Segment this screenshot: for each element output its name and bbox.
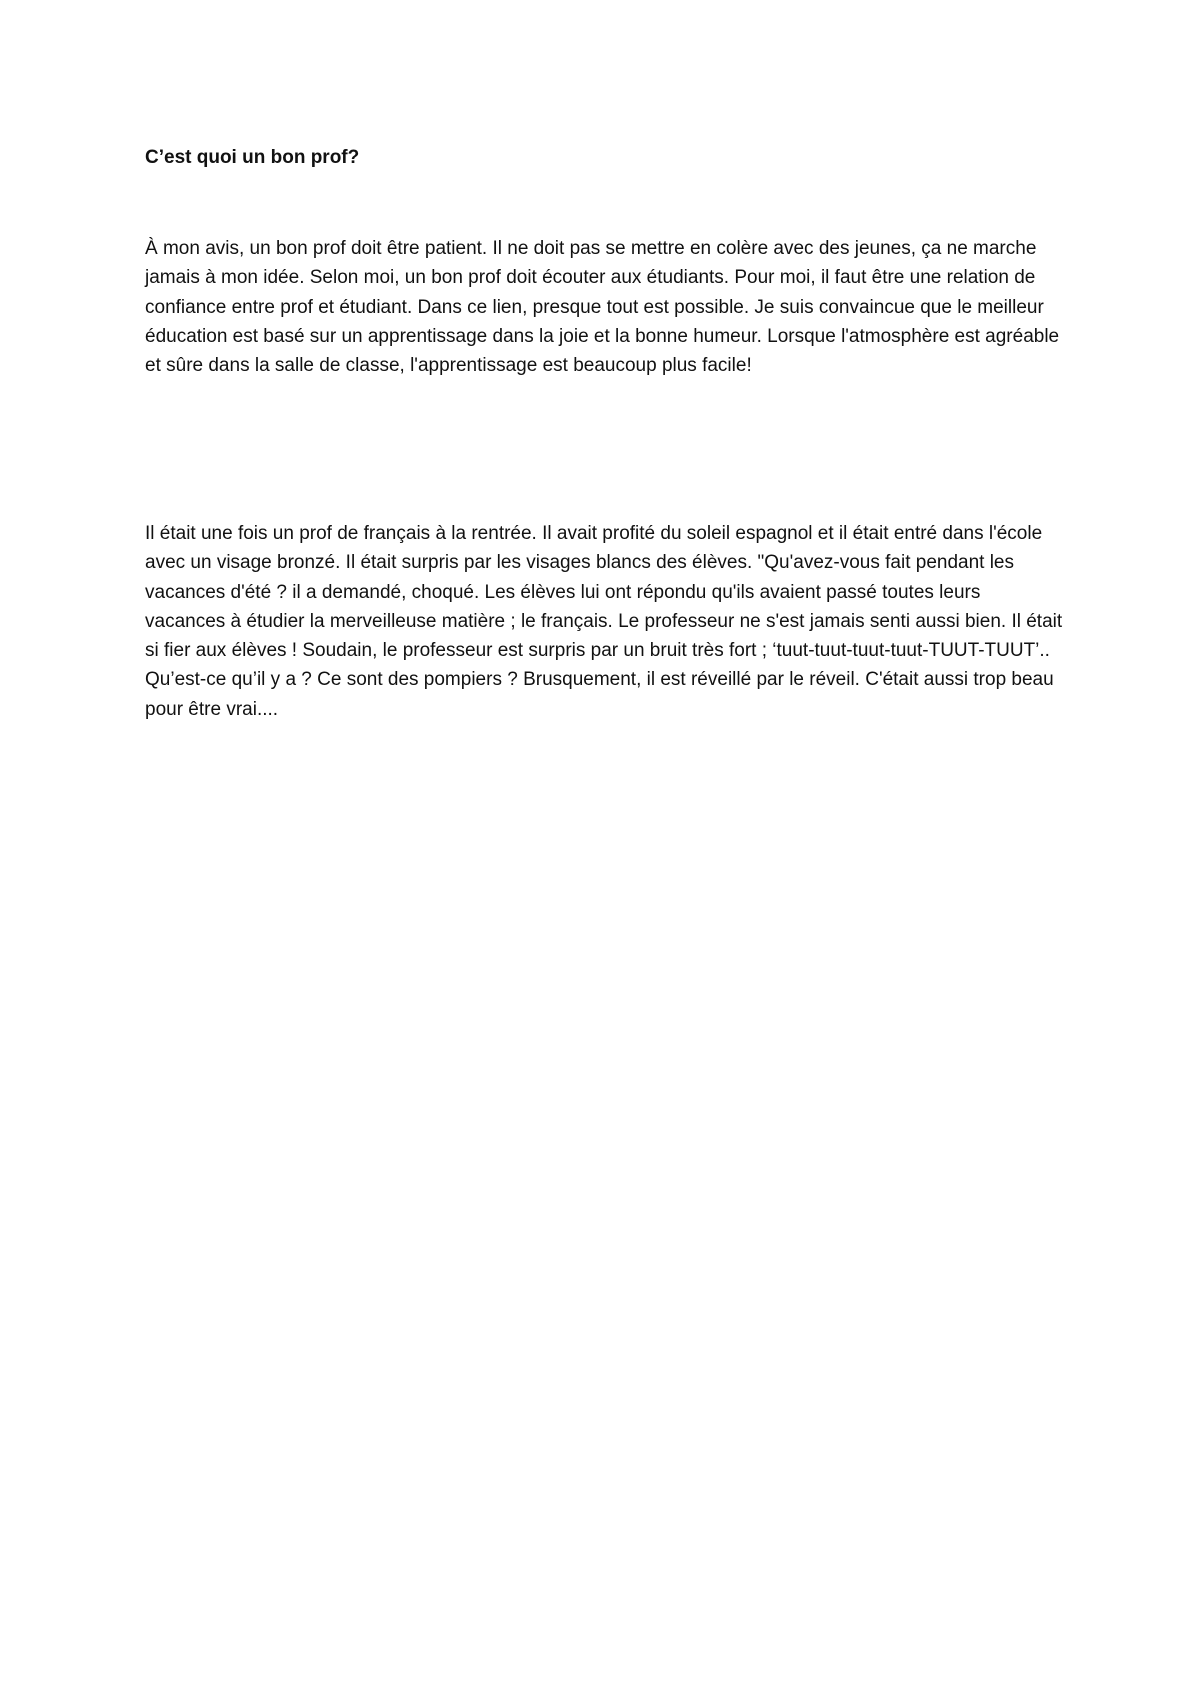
paragraph-story: Il était une fois un prof de français à la rentrée. Il avait profité du soleil espagnol et il était entré dans l'école avec un visage bronzé. Il était surpris par les visages blancs des élèves. "Qu'avez-vous fait pendant les vacances d'été ? il a demandé, choqué. Les élèves lui ont répondu qu'ils avaient passé toutes leurs vacances à étudier la merveilleuse matière ; le français. Le professeur ne s'est jamais senti aussi bien. Il était si fier aux élèves ! Soudain, le professeur est surpris par un bruit très fort ; ‘tuut-tuut-tuut-tuut-TUUT-TUUT’.. Qu’est-ce qu’il y a ? Ce sont des pompiers ? Brusquement, il est réveillé par le réveil. C'était aussi trop beau pour être vrai.... <box>145 523 1063 720</box>
paragraph-opinion: À mon avis, un bon prof doit être patient. Il ne doit pas se mettre en colère avec des jeunes, ça ne marche jamais à mon idée. Selon moi, un bon prof doit écouter aux étudiants. Pour moi, il faut être une relation de confiance entre prof et étudiant. Dans ce lien, presque tout est possible. Je suis convaincue que le meilleur éducation est basé sur un apprentissage dans la joie et la bonne humeur. Lorsque l'atmosphère est agréable et sûre dans la salle de classe, l'apprentissage est beaucoup plus facile! <box>145 238 1060 377</box>
document-title: C’est quoi un bon prof? <box>145 147 360 168</box>
